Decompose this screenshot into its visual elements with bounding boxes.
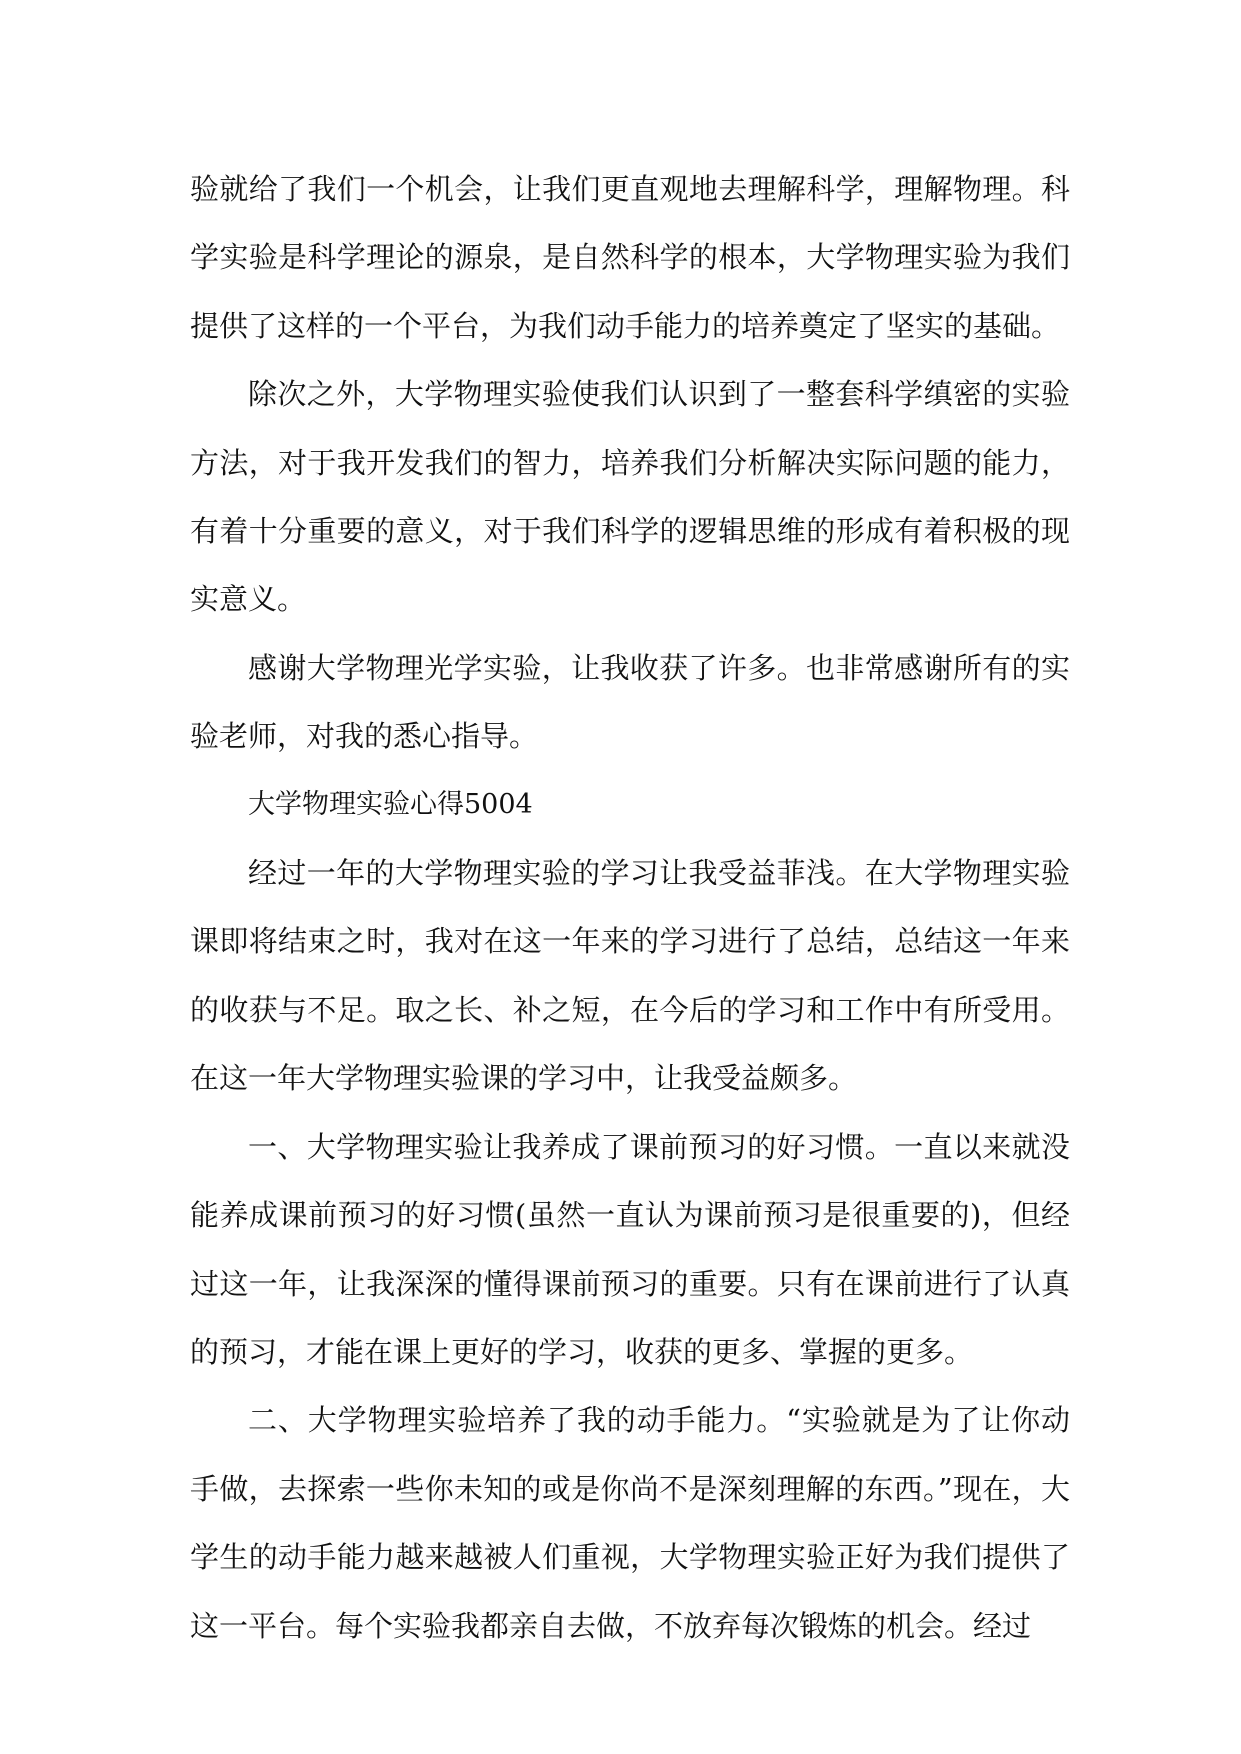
section-heading: 大学物理实验心得5004 (248, 788, 533, 820)
paragraph-thanks: 感谢大学物理光学实验，让我收获了许多。也非常感谢所有的实验老师，对我的悉心指导。 (190, 650, 1070, 754)
paragraph-point-two: 二、大学物理实验培养了我的动手能力。“实验就是为了让你动手做，去探索一些你未知的或是你尚不是深刻理解的东西。”现在，大学生的动手能力越来越被人们重视，大学物理实验正好为我们提供了这一平台。每个实验我都亲自去做，不放弃每次锻炼的机会。经过 (190, 1403, 1070, 1643)
document-body (190, 155, 1070, 1660)
paragraph-point-one: 一、大学物理实验让我养成了课前预习的好习惯。一直以来就没能养成课前预习的好习惯(虽然一直认为课前预习是很重要的)，但经过这一年，让我深深的懂得课前预习的重要。只有在课前进行了认真的预习，才能在课上更好的学习，收获的更多、掌握的更多。 (190, 1129, 1070, 1369)
paragraph-methods: 除次之外，大学物理实验使我们认识到了一整套科学缜密的实验方法，对于我开发我们的智力，培养我们分析解决实际问题的能力，有着十分重要的意义，对于我们科学的逻辑思维的形成有着积极的现实意义。 (190, 377, 1070, 617)
paragraph-continuation: 验就给了我们一个机会，让我们更直观地去理解科学，理解物理。科学实验是科学理论的源泉，是自然科学的根本，大学物理实验为我们提供了这样的一个平台，为我们动手能力的培养奠定了坚实的基础。 (190, 172, 1070, 343)
paragraph-intro: 经过一年的大学物理实验的学习让我受益菲浅。在大学物理实验课即将结束之时，我对在这一年来的学习进行了总结，总结这一年来的收获与不足。取之长、补之短，在今后的学习和工作中有所受用。在这一年大学物理实验课的学习中，让我受益颇多。 (190, 856, 1070, 1096)
